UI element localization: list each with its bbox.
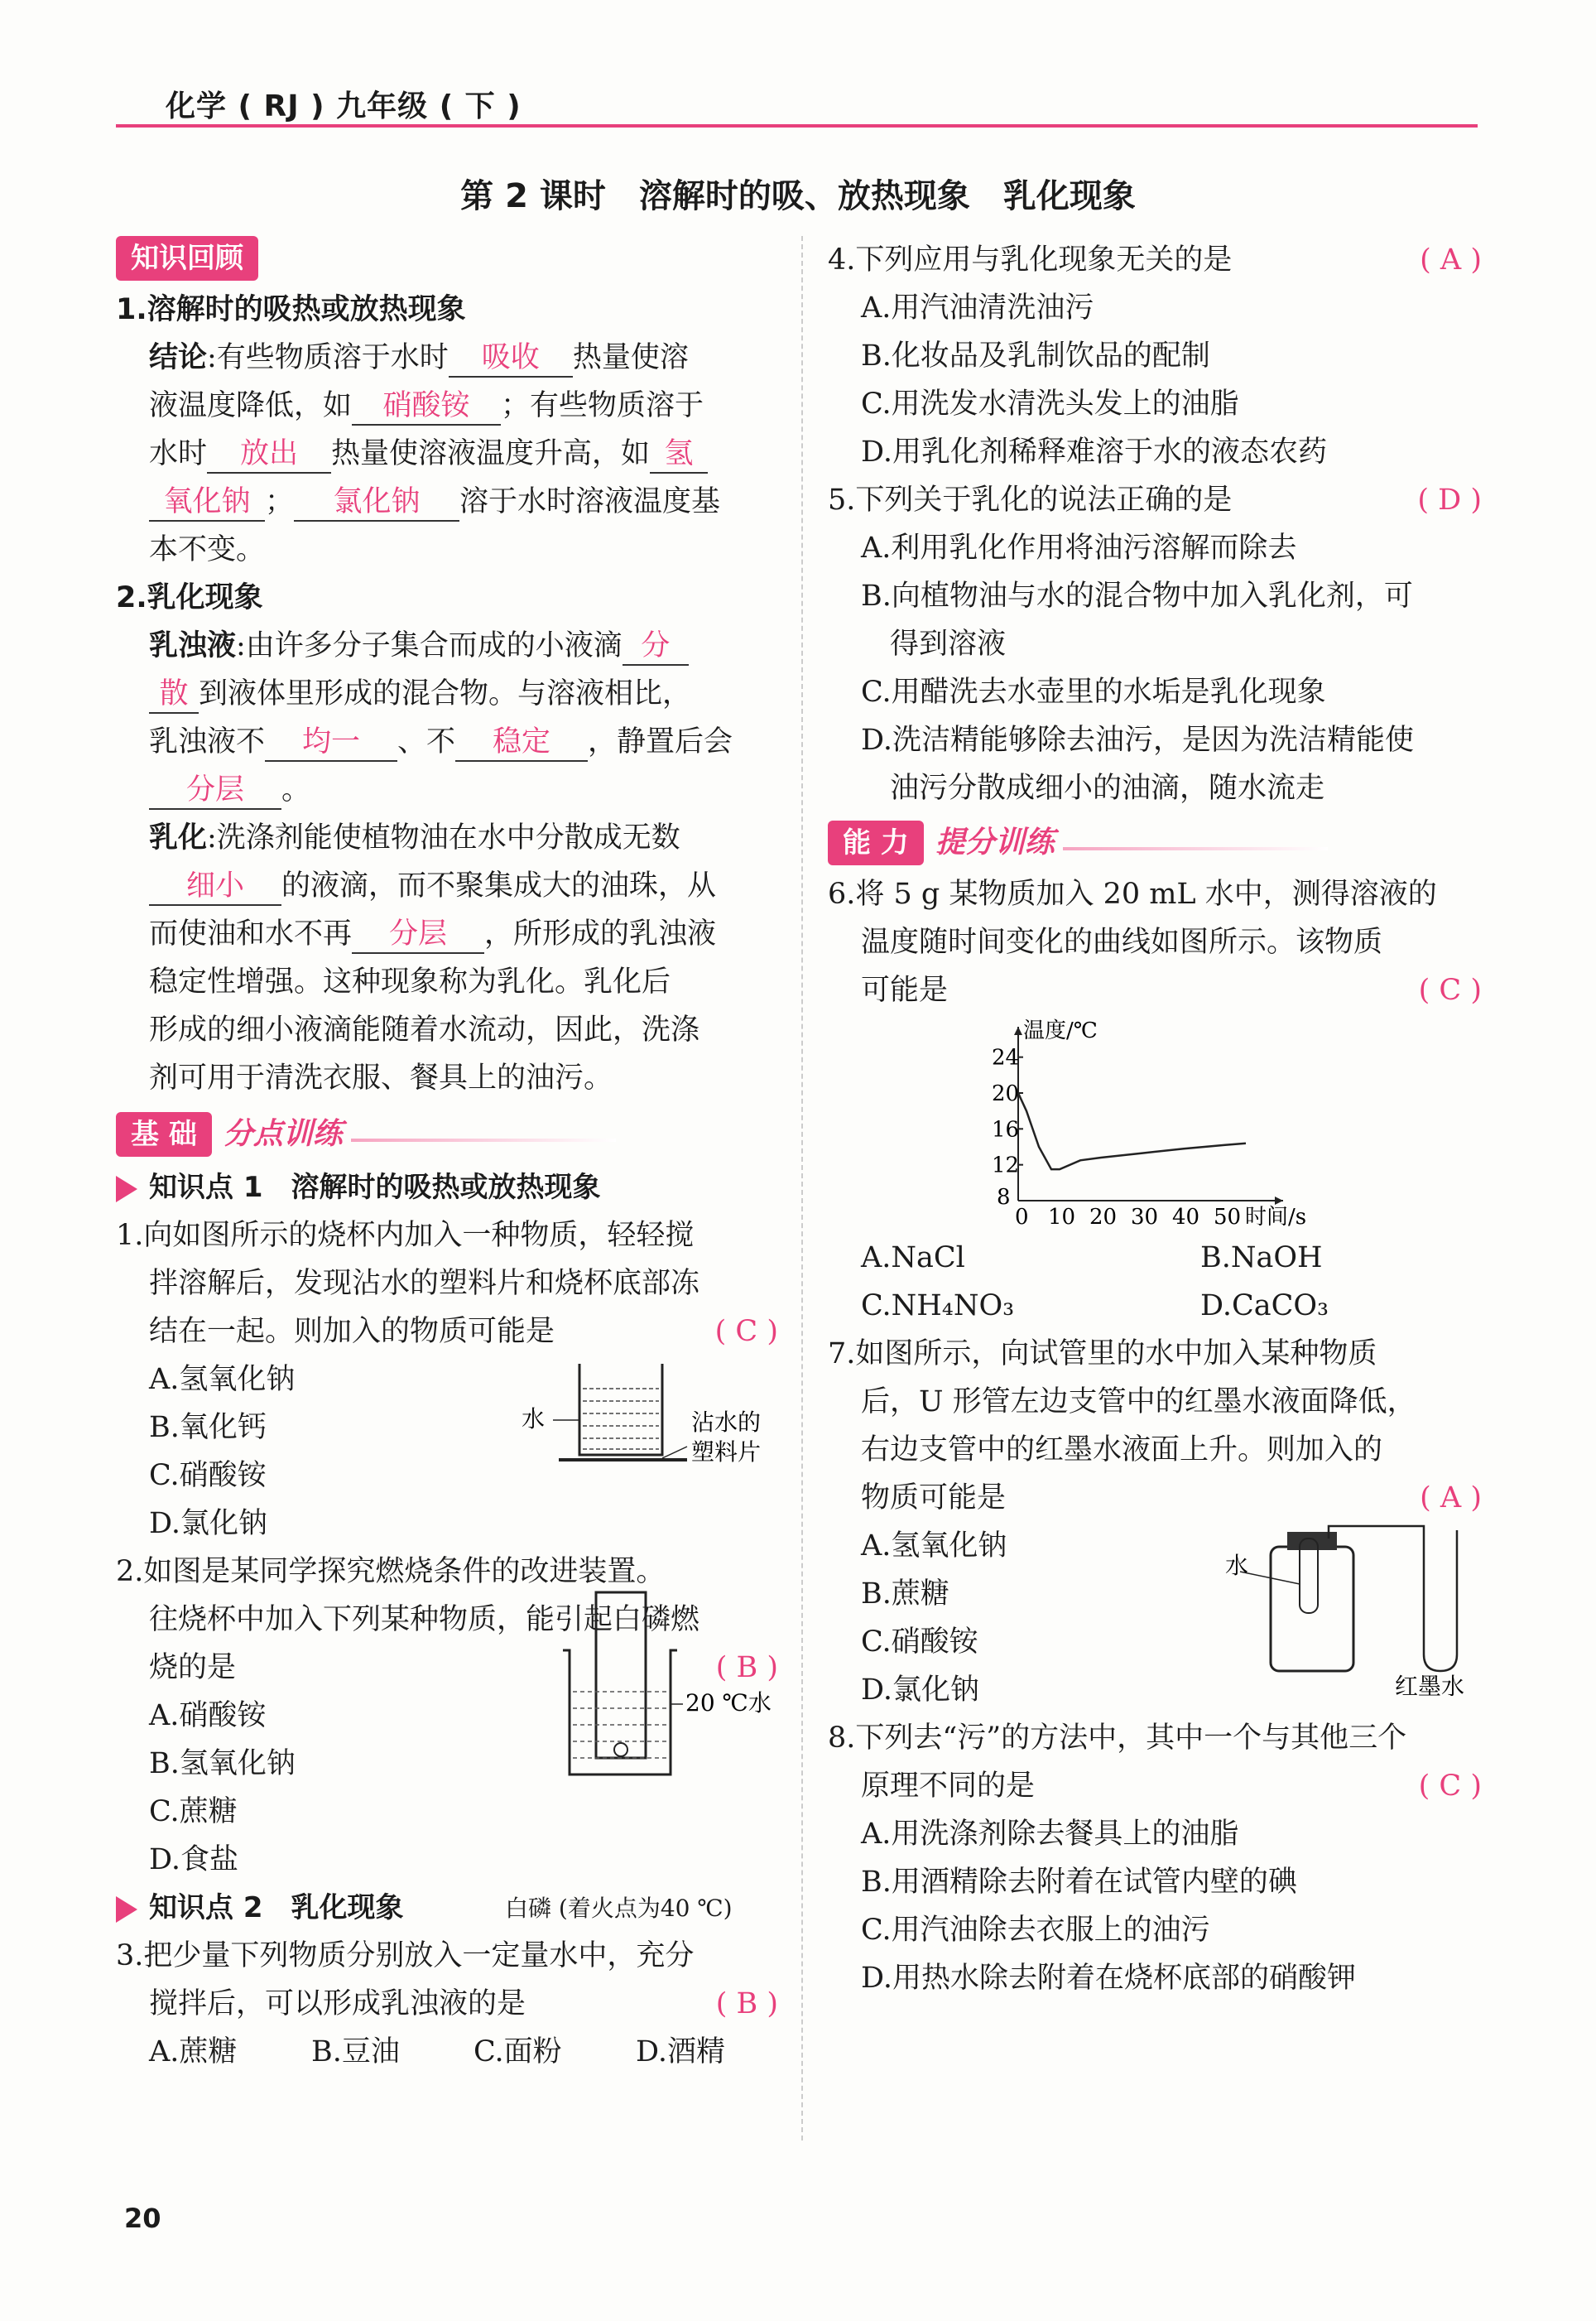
- q8-option-a[interactable]: A.用洗涤剂除去餐具上的油脂: [861, 1818, 1239, 1851]
- temperature-time-chart: [969, 1014, 1316, 1234]
- q6-line2: 温度随时间变化的曲线如图所示。该物质: [861, 926, 1383, 959]
- knowledge-point-1: 知识点 1 溶解时的吸热或放热现象: [116, 1163, 778, 1211]
- combustion-apparatus-figure: [530, 1584, 778, 1808]
- q6-option-b[interactable]: B.NaOH: [1200, 1241, 1323, 1274]
- triangle-icon: [116, 1176, 137, 1202]
- q5-answer: ( D ): [1417, 484, 1482, 517]
- x-tick-label: 20: [1089, 1205, 1118, 1230]
- page-number: 20: [124, 2203, 161, 2234]
- q2-block: [116, 1689, 778, 1884]
- q4-option-d[interactable]: D.用乳化剂稀释难溶于水的液态农药: [861, 436, 1327, 469]
- q2-answer: ( B ): [715, 1651, 778, 1684]
- y-axis-label: 温度/℃: [1023, 1018, 1098, 1043]
- x-axis-arrow: [1275, 1197, 1283, 1205]
- q5-option-a[interactable]: A.利用乳化作用将油污溶解而除去: [861, 532, 1297, 565]
- q2-line3: 烧的是 ( B ): [116, 1644, 778, 1692]
- u-tube-figure: [1225, 1505, 1482, 1696]
- q4-option-a[interactable]: A.用汽油清洗油污: [861, 291, 1094, 325]
- q2-figure-water-label: 20 ℃水: [685, 1689, 772, 1717]
- review-s2-line1: 乳浊液:由许多分子集合而成的小液滴 分: [116, 622, 778, 670]
- x-tick-label: 0: [1015, 1205, 1029, 1230]
- q5-line1: 5.下列关于乳化的说法正确的是 ( D ): [828, 476, 1482, 524]
- blank-disperse-part1[interactable]: 分: [623, 628, 689, 666]
- blank-release[interactable]: 放出: [207, 436, 331, 474]
- x-tick-label: 40: [1172, 1205, 1200, 1230]
- q5-option-b-line1[interactable]: B.向植物油与水的混合物中加入乳化剂，可: [861, 580, 1413, 613]
- q1-figure-label-1: 沾水的: [691, 1408, 762, 1436]
- blank-naoh-part1[interactable]: 氢: [650, 436, 708, 474]
- q5-option-d-line1[interactable]: D.洗洁精能够除去油污，是因为洗洁精能使: [861, 724, 1414, 757]
- review-s2-line7: 而使油和水不再 分层 ，所形成的乳浊液: [116, 910, 778, 958]
- review-s1-title: 1.溶解时的吸热或放热现象: [116, 293, 466, 326]
- q3-line1: 3.把少量下列物质分别放入一定量水中，充分: [116, 1939, 695, 1972]
- q6-line3: 可能是 ( C ): [828, 966, 1482, 1014]
- q4-option-b[interactable]: B.化妆品及乳制饮品的配制: [861, 339, 1210, 373]
- q2-option-b[interactable]: B.氢氧化钠: [149, 1747, 296, 1780]
- blank-absorb[interactable]: 吸收: [449, 339, 573, 378]
- right-column: [828, 236, 1482, 2002]
- q6-options-row2: [828, 1282, 1482, 1330]
- q7-option-a[interactable]: A.氢氧化钠: [861, 1529, 1007, 1563]
- q7-line2: 后，U 形管左边支管中的红墨水液面降低，: [861, 1385, 1416, 1418]
- review-s1-line3: 水时 放出 热量使溶液温度升高，如 氢: [116, 430, 778, 478]
- temperature-curve: [1018, 1093, 1246, 1169]
- q3-line2: 搅拌后，可以形成乳浊液的是 ( B ): [116, 1980, 778, 2028]
- q7-line4: 物质可能是 ( A ): [828, 1474, 1482, 1522]
- q8-option-c[interactable]: C.用汽油除去衣服上的油污: [861, 1914, 1210, 1947]
- blank-nacl[interactable]: 氯化钠: [294, 484, 459, 522]
- q6-answer: ( C ): [1418, 974, 1482, 1007]
- review-tag: 知识回顾: [116, 236, 258, 281]
- left-column: [116, 236, 778, 2076]
- q6-option-c[interactable]: C.NH₄NO₃: [861, 1289, 1015, 1322]
- q1-option-d[interactable]: D.氯化钠: [149, 1507, 267, 1540]
- basic-title: 分点训练: [223, 1117, 343, 1151]
- q2-option-d[interactable]: D.食盐: [149, 1843, 238, 1876]
- q7-figure-water-label: 水: [1225, 1552, 1249, 1579]
- review-s2-line2: 散 到液体里形成的混合物。与溶液相比，: [116, 670, 778, 718]
- q1-figure-water-label: 水: [522, 1405, 546, 1433]
- x-tick-label: 30: [1131, 1205, 1159, 1230]
- q7-answer: ( A ): [1420, 1481, 1482, 1514]
- q5-option-d-line2[interactable]: 油污分散成细小的油滴，随水流走: [890, 772, 1325, 805]
- review-s2-line4: 分层 。: [116, 766, 778, 814]
- q5-option-c[interactable]: C.用醋洗去水壶里的水垢是乳化现象: [861, 676, 1326, 709]
- review-s1-line5: 本不变。: [149, 533, 266, 566]
- blank-uniform[interactable]: 均一: [265, 724, 397, 762]
- column-divider: [801, 236, 803, 2140]
- ability-title: 提分训练: [935, 826, 1055, 860]
- q1-block: [116, 1356, 778, 1548]
- q2-figure-caption: 白磷 (着火点为40 ℃): [505, 1895, 733, 1922]
- q3-option-b[interactable]: B.豆油: [311, 2035, 400, 2068]
- q6-options-row1: [828, 1234, 1482, 1282]
- section-bar: [1063, 847, 1328, 850]
- y-tick-label: 8: [997, 1185, 1011, 1210]
- blank-ammonium-nitrate[interactable]: 硝酸铵: [352, 388, 501, 426]
- book-header: 化学 ( RJ ) 九年级 ( 下 ): [166, 89, 522, 123]
- q7-figure-ink-label: 红墨水: [1395, 1673, 1465, 1696]
- q2-option-a[interactable]: A.硝酸铵: [149, 1699, 267, 1732]
- q8-option-b[interactable]: B.用酒精除去附着在试管内壁的碘: [861, 1866, 1297, 1899]
- q7-option-c[interactable]: C.硝酸铵: [861, 1625, 978, 1659]
- q3-option-d[interactable]: D.酒精: [636, 2035, 725, 2068]
- review-s2-line5: 乳化:洗涤剂能使植物油在水中分散成无数: [149, 821, 680, 855]
- q4-answer: ( A ): [1420, 243, 1482, 277]
- review-s1-line4: 氧化钠 ； 氯化钠 溶于水时溶液温度基: [116, 478, 778, 526]
- x-axis-label: 时间/s: [1245, 1205, 1307, 1230]
- q4-option-c[interactable]: C.用洗发水清洗头发上的油脂: [861, 388, 1239, 421]
- q2-line1: 2.如图是某同学探究燃烧条件的改进装置。: [116, 1555, 666, 1588]
- q5-option-b-line2[interactable]: 得到溶液: [890, 628, 1007, 661]
- q8-answer: ( C ): [1418, 1770, 1482, 1803]
- q1-line3: 结在一起。则加入的物质可能是 ( C ): [116, 1307, 778, 1356]
- kp2-row: [116, 1884, 778, 1932]
- q6-line1: 6.将 5 g 某物质加入 20 mL 水中，测得溶液的: [828, 878, 1437, 911]
- q8-line1: 8.下列去“污”的方法中，其中一个与其他三个: [828, 1721, 1407, 1755]
- y-tick-label: 20: [992, 1081, 1020, 1106]
- q3-answer: ( B ): [715, 1987, 778, 2020]
- beaker-figure: [513, 1356, 778, 1480]
- review-s2-line9: 形成的细小液滴能随着水流动，因此，洗涤: [149, 1014, 700, 1047]
- q1-option-a[interactable]: A.氢氧化钠: [149, 1363, 296, 1396]
- review-s2-line3: 乳浊液不 均一 、不 稳定 ，静置后会: [116, 718, 778, 766]
- review-s2-line8: 稳定性增强。这种现象称为乳化。乳化后: [149, 965, 671, 999]
- q1-line2: 拌溶解后，发现沾水的塑料片和烧杯底部冻: [149, 1267, 700, 1300]
- q8-option-d[interactable]: D.用热水除去附着在烧杯底部的硝酸钾: [861, 1962, 1356, 1995]
- blank-layer-2[interactable]: 分层: [352, 916, 484, 954]
- y-tick-label: 16: [992, 1117, 1020, 1143]
- review-s1-line2: 液温度降低，如 硝酸铵 ；有些物质溶于: [116, 382, 778, 430]
- q1-line1: 1.向如图所示的烧杯内加入一种物质，轻轻搅: [116, 1219, 695, 1252]
- y-tick-label: 12: [992, 1153, 1020, 1178]
- blank-layer[interactable]: 分层: [149, 772, 281, 810]
- header-rule: [116, 124, 1478, 128]
- q1-figure-label-2: 塑料片: [691, 1438, 762, 1466]
- y-axis-arrow: [1014, 1027, 1022, 1035]
- blank-naoh-part2[interactable]: 氧化钠: [149, 484, 265, 522]
- q7-block: [828, 1522, 1482, 1714]
- basic-tag: 基 础: [116, 1112, 212, 1157]
- blank-tiny[interactable]: 细小: [149, 868, 281, 906]
- review-s1-line1: 结论:有些物质溶于水时 吸收 热量使溶: [116, 334, 778, 382]
- review-s2-title: 2.乳化现象: [116, 581, 263, 614]
- ability-tag: 能 力: [828, 821, 924, 865]
- q8-line2: 原理不同的是 ( C ): [828, 1762, 1482, 1810]
- x-tick-label: 50: [1214, 1205, 1242, 1230]
- q7-option-d[interactable]: D.氯化钠: [861, 1673, 979, 1707]
- lesson-title: 第 2 课时 溶解时的吸、放热现象 乳化现象: [460, 177, 1136, 215]
- q4-line1: 4.下列应用与乳化现象无关的是 ( A ): [828, 236, 1482, 284]
- blank-disperse-part2[interactable]: 散: [149, 676, 199, 714]
- review-s2-line6: 细小 的液滴，而不聚集成大的油珠，从: [116, 862, 778, 910]
- q1-option-b[interactable]: B.氧化钙: [149, 1411, 267, 1444]
- q7-line1: 7.如图所示，向试管里的水中加入某种物质: [828, 1337, 1377, 1370]
- q6-option-a[interactable]: A.NaCl: [861, 1241, 965, 1274]
- y-tick-label: 24: [992, 1045, 1020, 1071]
- q7-option-b[interactable]: B.蔗糖: [861, 1577, 949, 1611]
- q1-answer: ( C ): [714, 1315, 778, 1348]
- triangle-icon: [116, 1896, 137, 1923]
- knowledge-point-2: 知识点 2 乳化现象: [116, 1884, 778, 1932]
- q2-option-c[interactable]: C.蔗糖: [149, 1795, 238, 1828]
- blank-stable[interactable]: 稳定: [455, 724, 588, 762]
- x-tick-label: 10: [1048, 1205, 1076, 1230]
- review-s2-line10: 剂可用于清洗衣服、餐具上的油污。: [149, 1062, 613, 1095]
- q3-option-a[interactable]: A.蔗糖: [149, 2035, 238, 2068]
- q2-line2: 往烧杯中加入下列某种物质，能引起白磷燃: [149, 1603, 700, 1636]
- q6-option-d[interactable]: D.CaCO₃: [1200, 1289, 1329, 1322]
- q1-option-c[interactable]: C.硝酸铵: [149, 1459, 267, 1492]
- section-bar: [351, 1139, 616, 1142]
- q7-line3: 右边支管中的红墨水液面上升。则加入的: [861, 1433, 1383, 1466]
- q3-option-c[interactable]: C.面粉: [474, 2035, 562, 2068]
- q3-options: [116, 2028, 778, 2076]
